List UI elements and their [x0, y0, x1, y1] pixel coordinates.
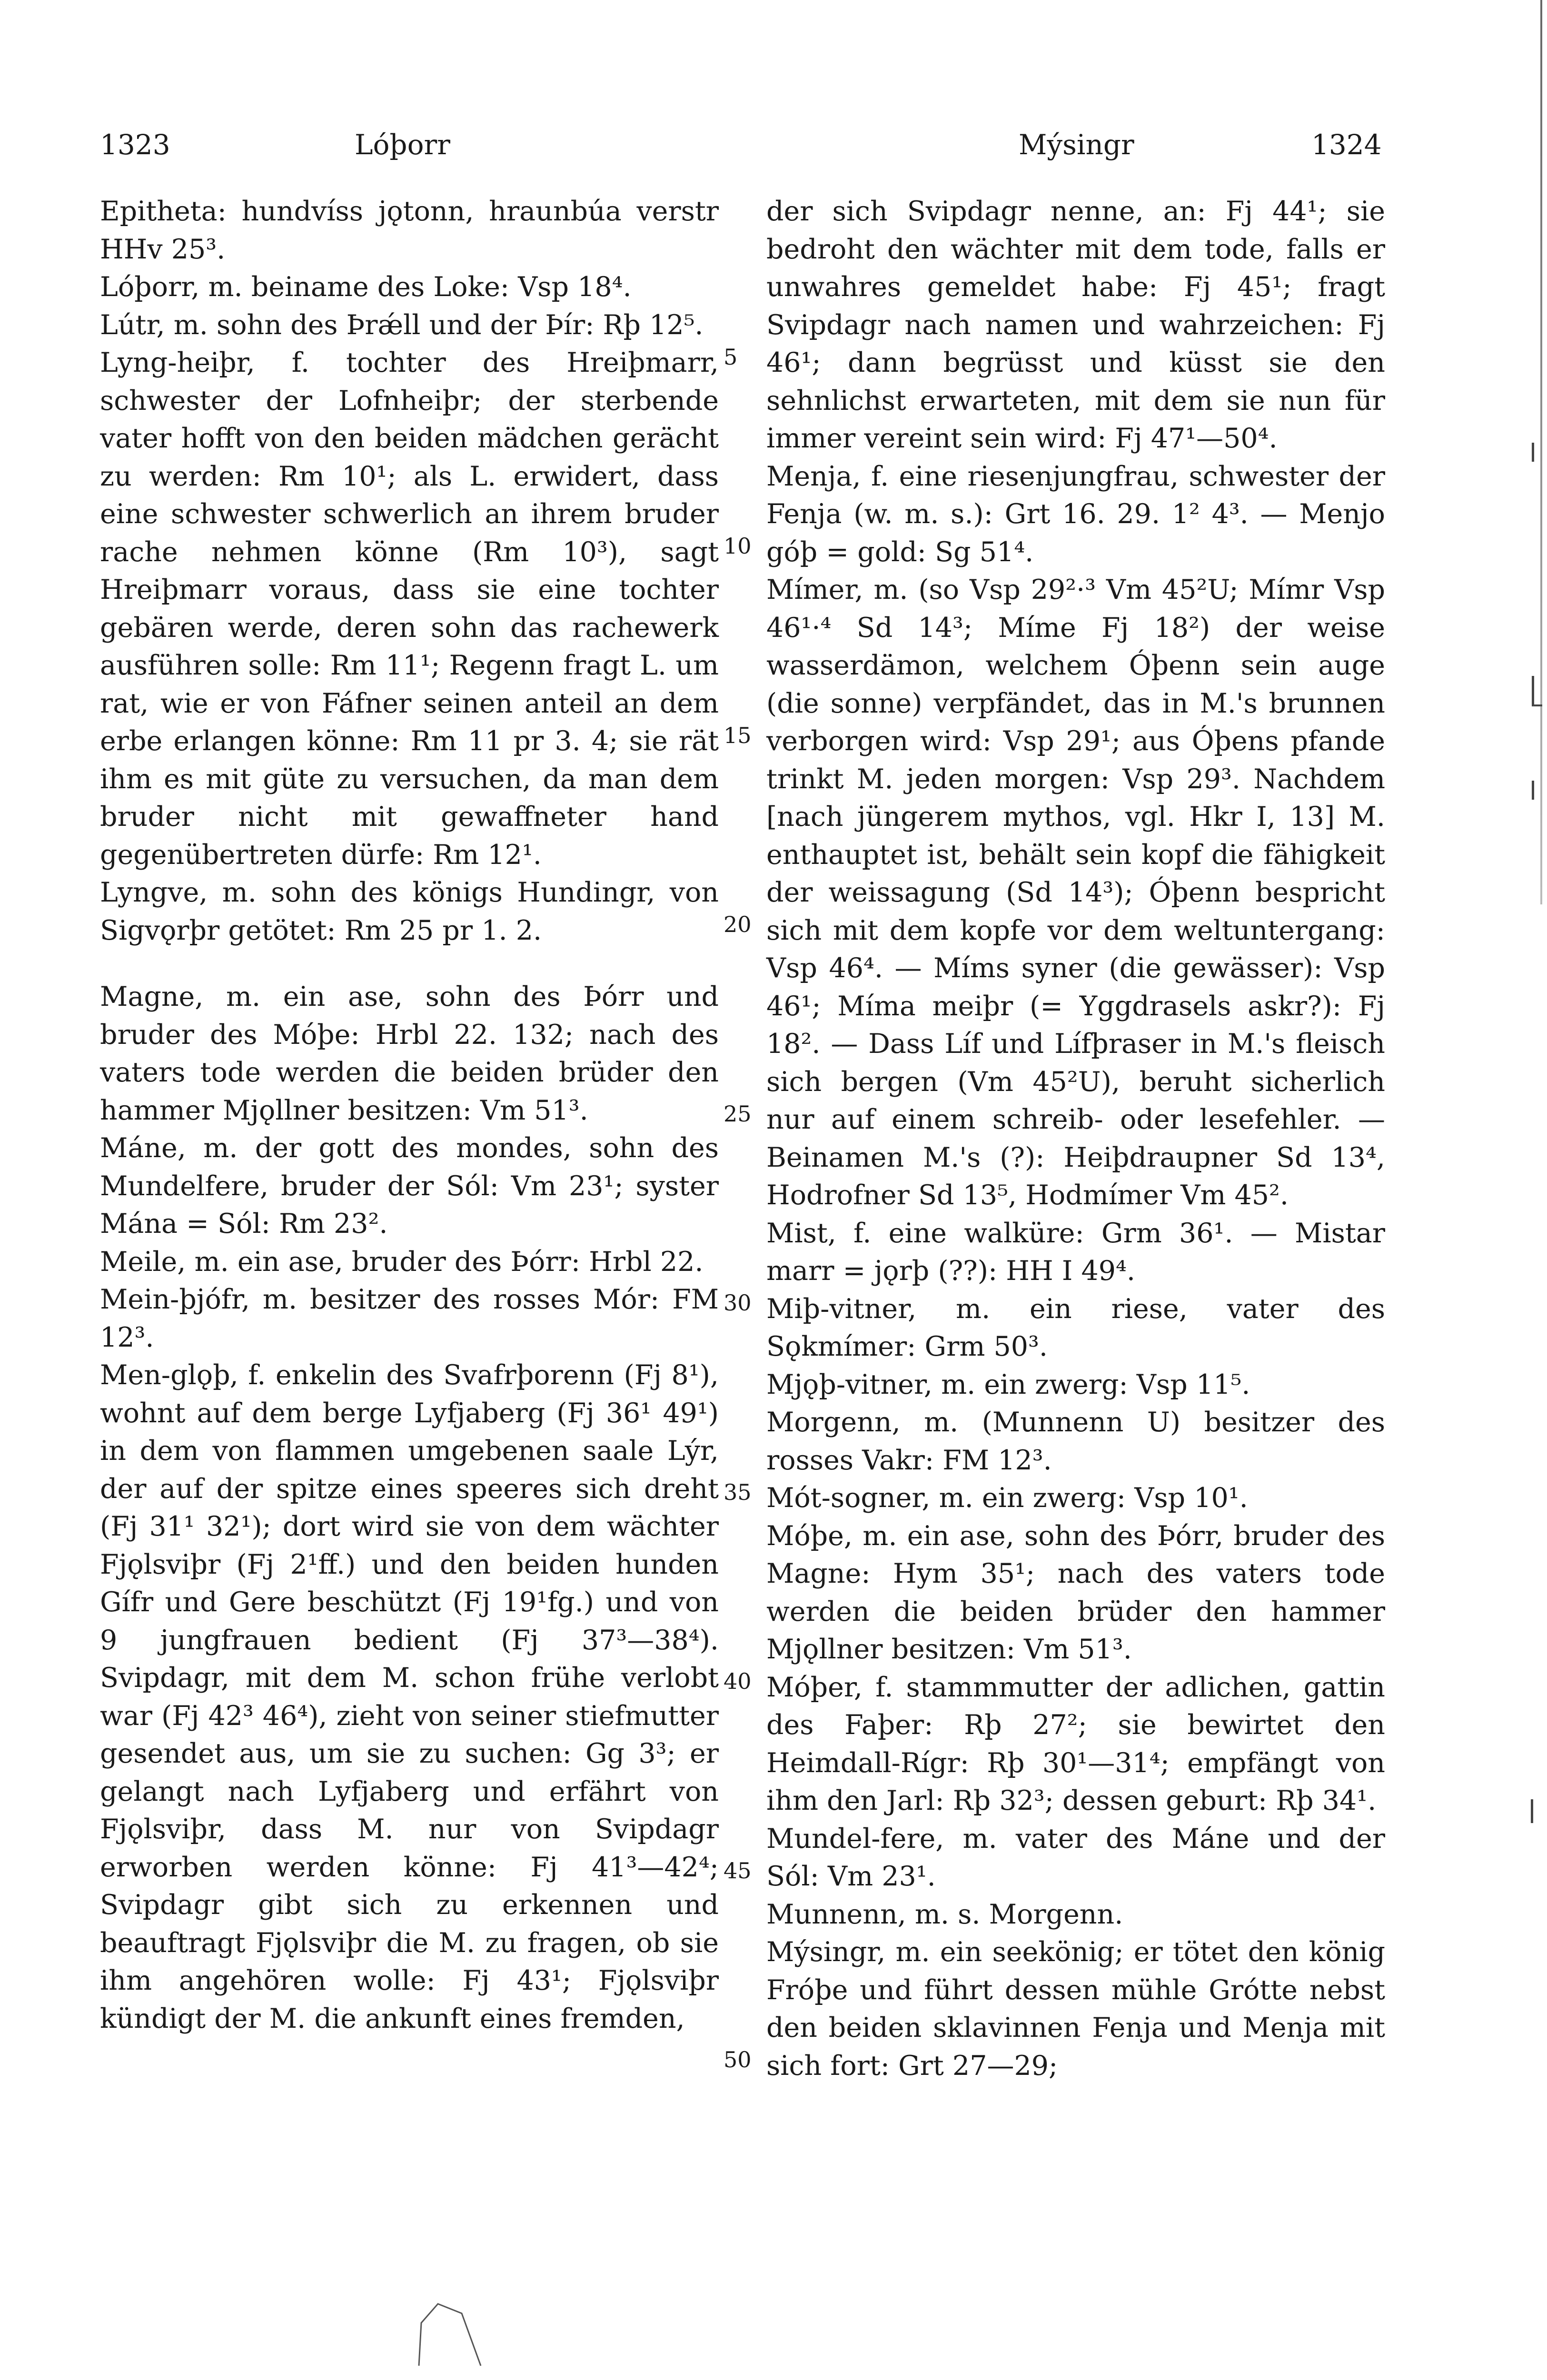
entry-mysingr: Mýsingr, m. ein seekönig; er tötet den könig Fróþe und führt dessen mühle Grótte nebst den beiden sklavinnen Fenja und Menja mit sich fort: Grt 27—29;	[766, 1936, 1385, 2082]
line-number: 5	[724, 344, 738, 370]
page-number-left: 1323	[100, 129, 170, 161]
entry-lothorr: Lóþorr, m. beiname des Loke: Vsp 18⁴.	[100, 271, 632, 303]
margin-mark	[1532, 704, 1542, 706]
entry-men-glod: Men-glǫþ, f. enkelin des Svafrþorenn (Fj 8¹), wohnt auf dem berge Lyfjaberg (Fj 36¹ 49¹) in dem von flammen umgebenen saale Lýr, der auf der spitze eines speeres sich dreht (Fj 31¹ 32¹); dort wird sie von dem wächter Fjǫlsviþr (Fj 2¹ff.) und den beiden hunden Gífr und Gere beschützt (Fj 19¹fg.) und von 9 jungfrauen bedient (Fj 37³—38⁴). Svipdagr, mit dem M. schon frühe verlobt war (Fj 42³ 46⁴), zieht von seiner stiefmutter gesendet aus, um sie zu suchen: Gg 3³; er gelangt nach Lyfjaberg und erfährt von Fjǫlsviþr, dass M. nur von Svipdagr erworben werden könne: Fj 41³—42⁴; Svipdagr gibt sich zu erkennen und beauftragt Fjǫlsviþr die M. zu fragen, ob sie ihm angehören wolle: Fj 43¹; Fjǫlsviþr kündigt der M. die ankunft eines fremden,	[100, 1359, 719, 2034]
entry-morgenn: Morgenn, m. (Munnenn U) besitzer des rosses Vakr: FM 12³.	[766, 1407, 1385, 1476]
margin-mark	[1531, 1799, 1533, 1823]
right-column	[766, 193, 1385, 2085]
entry-lyngve: Lyngve, m. sohn des königs Hundingr, von Sigvǫrþr getötet: Rm 25 pr 1. 2.	[100, 877, 719, 946]
line-number: 10	[724, 533, 752, 559]
margin-mark	[1532, 443, 1534, 462]
entry-lyng-heithr: Lyng-heiþr, f. tochter des Hreiþmarr, schwester der Lofnheiþr; der sterbende vater hofft von den beiden mädchen gerächt zu werden: Rm 10¹; als L. erwidert, dass eine schwester schwerlich an ihrem bruder rache nehmen könne (Rm 10³), sagt Hreiþmarr voraus, dass sie eine tochter gebären werde, deren sohn das rachewerk ausführen solle: Rm 11¹; Regenn fragt L. um rat, wie er von Fáfner seinen anteil an dem erbe erlangen könne: Rm 11 pr 3. 4; sie rät ihm es mit güte zu versuchen, da man dem bruder nicht mit gewaffneter hand gegenübertreten dürfe: Rm 12¹.	[100, 347, 719, 871]
entry-mist: Mist, f. eine walküre: Grm 36¹. — Mistar marr = jǫrþ (??): HH I 49⁴.	[766, 1217, 1385, 1287]
entry-meile: Meile, m. ein ase, bruder des Þórr: Hrbl 22.	[100, 1246, 704, 1278]
entry-menja: Menja, f. eine riesenjungfrau, schwester der Fenja (w. m. s.): Grt 16. 29. 1² 4³. — Menjo góþ = gold: Sg 51⁴.	[766, 460, 1385, 568]
entry-mane: Máne, m. der gott des mondes, sohn des Mundelfere, bruder der Sól: Vm 23¹; syster Mána = Sól: Rm 23².	[100, 1132, 719, 1240]
line-number: 45	[724, 1858, 752, 1884]
line-number: 20	[724, 912, 752, 937]
header-keyword-left: Lóþorr	[355, 129, 450, 161]
line-number: 30	[724, 1290, 752, 1316]
entry-epitheta: Epitheta: hundvíss jǫtonn, hraunbúa verstr HHv 25³.	[100, 196, 719, 265]
entry-mot-sogner: Mót-sogner, m. ein zwerg: Vsp 10¹.	[766, 1482, 1248, 1514]
page-number-right: 1324	[1311, 129, 1382, 161]
entry-munnenn: Munnenn, m. s. Morgenn.	[766, 1898, 1123, 1930]
pencil-scribble	[409, 2294, 495, 2370]
header-keyword-right: Mýsingr	[1019, 129, 1134, 161]
entry-mith-vitner: Miþ-vitner, m. ein riese, vater des Sǫkmímer: Grm 50³.	[766, 1293, 1385, 1362]
line-number: 40	[724, 1668, 752, 1694]
entry-mothe: Móþe, m. ein ase, sohn des Þórr, bruder des Magne: Hym 35¹; nach des vaters tode werden die beiden brüder den hammer Mjǫllner besitzen: Vm 51³.	[766, 1520, 1385, 1665]
entry-mother: Móþer, f. stammmutter der adlichen, gattin des Faþer: Rþ 27²; sie bewirtet den Heimdall-Rígr: Rþ 30¹—31⁴; empfängt von ihm den Jarl: Rþ 32³; dessen geburt: Rþ 34¹.	[766, 1671, 1385, 1816]
line-number: 25	[724, 1101, 752, 1127]
entry-magne: Magne, m. ein ase, sohn des Þórr und bruder des Móþe: Hrbl 22. 132; nach des vaters tode werden die beiden brüder den hammer Mjǫllner besitzen: Vm 51³.	[100, 981, 719, 1126]
entry-mimer: Mímer, m. (so Vsp 29²·³ Vm 45²U; Mímr Vsp 46¹·⁴ Sd 14³; Míme Fj 18²) der weise wasserdämon, welchem Óþenn sein auge (die sonne) verpfändet, das in M.'s brunnen verborgen wird: Vsp 29¹; aus Óþens pfande trinkt M. jeden morgen: Vsp 29³. Nachdem [nach jüngerem mythos, vgl. Hkr I, 13] M. enthauptet ist, behält sein kopf die fähigkeit der weissagung (Sd 14³); Óþenn bespricht sich mit dem kopfe vor dem weltuntergang: Vsp 46⁴. — Míms syner (die gewässer): Vsp 46¹; Míma meiþr (= Yggdrasels askr?): Fj 18². — Dass Líf und Lífþraser in M.'s fleisch sich bergen (Vm 45²U), beruht sicherlich nur auf einem schreib- oder lesefehler. — Beinamen M.'s (?): Heiþdraupner Sd 13⁴, Hodrofner Sd 13⁵, Hodmímer Vm 45².	[766, 574, 1385, 1211]
line-number: 50	[724, 2047, 752, 2073]
page-header	[100, 129, 1385, 167]
left-column	[100, 193, 719, 2038]
entry-menglod-continued: der sich Svipdagr nenne, an: Fj 44¹; sie bedroht den wächter mit dem tode, falls er unwahres gemeldet habe: Fj 45¹; fragt Svipdagr nach namen und wahrzeichen: Fj 46¹; dann begrüsst und küsst sie den sehnlichst erwarteten, mit dem sie nun für immer vereint sein wird: Fj 47¹—50⁴.	[766, 196, 1385, 454]
entry-mundel-fere: Mundel-fere, m. vater des Máne und der Sól: Vm 23¹.	[766, 1823, 1385, 1892]
entry-mjoth-vitner: Mjǫþ-vitner, m. ein zwerg: Vsp 11⁵.	[766, 1368, 1250, 1400]
page-edge-shadow	[1540, 0, 1542, 904]
margin-mark	[1532, 676, 1534, 704]
line-number: 35	[724, 1479, 752, 1505]
entry-lutr: Lútr, m. sohn des Þrǽll und der Þír: Rþ 12⁵.	[100, 309, 704, 341]
margin-mark	[1532, 781, 1534, 800]
entry-mein-thjofr: Mein-þjófr, m. besitzer des rosses Mór: FM 12³.	[100, 1284, 719, 1353]
line-number: 15	[724, 723, 752, 748]
